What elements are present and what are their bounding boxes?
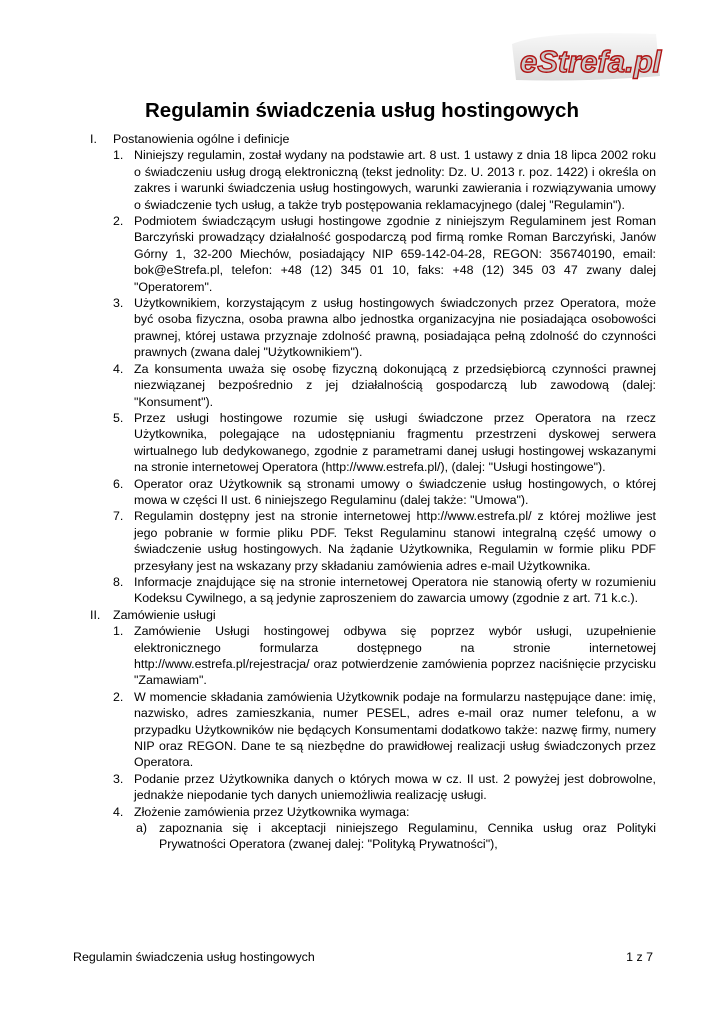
item-text: Regulamin dostępny jest na stronie internetowej http://www.estrefa.pl/ z której możliwe jest jego pobranie w formie pliku PDF. Tekst Regulaminu stanowi integralną część umowy o świadczenie usług hostingowych. Na żądanie Użytkownika, Regulamin w formie pliku PDF przesyłany jest na wskazany przy składaniu zamówienia adres e-mail Użytkownika. bbox=[134, 509, 656, 573]
section-title: Postanowienia ogólne i definicje bbox=[113, 132, 290, 146]
document-title: Regulamin świadczenia usług hostingowych bbox=[145, 99, 579, 122]
item-number: 4. bbox=[113, 804, 124, 819]
item-text: Niniejszy regulamin, został wydany na podstawie art. 8 ust. 1 ustawy z dnia 18 lipca 2002 roku o świadczeniu usług drogą elektroniczną (tekst jednolity: Dz. U. 2013 r. poz. 1422) i określa on zakres i warunki świadczenia usług hostingowych, warunki zawierania i rozwiązywania umowy o świadczenie tych usług, a także tryb postępowania reklamacyjnego (dalej "Regulamin"). bbox=[134, 148, 656, 212]
subitem-text: zapoznania się i akceptacji niniejszego Regulaminu, Cennika usług oraz Polityki Prywatności Operatora (zwanej dalej: "Polityką Prywatności"), bbox=[159, 821, 656, 852]
subitem-letter: a) bbox=[136, 821, 148, 836]
list-item bbox=[80, 147, 656, 213]
item-text: Podanie przez Użytkownika danych o których mowa w cz. II ust. 2 powyżej jest dobrowolne, jednakże niepodanie tych danych uniemożliwia realizację usługi. bbox=[134, 771, 656, 803]
logo-text: eStrefa.pl bbox=[520, 44, 662, 79]
list-item bbox=[80, 476, 656, 509]
page-number: 1 z 7 bbox=[626, 950, 653, 964]
item-text: Użytkownikiem, korzystającym z usług hostingowych świadczonych przez Operatora, może być osoba fizyczna, osoba prawna albo jednostka organizacyjna nie posiadająca osobowości prawnej, której ustawa przyznaje zdolność prawną, posiadająca pełną zdolność do czynności prawnych (zwana dalej "Użytkownikiem"). bbox=[134, 296, 656, 360]
list-item bbox=[80, 508, 656, 574]
item-text: Przez usługi hostingowe rozumie się usługi świadczone przez Operatora na rzecz Użytkownika, polegające na udostępnianiu fragmentu przestrzeni dyskowej serwera wirtualnego lub dedykowanego, zgodnie z parametrami danej usługi hostingowej wskazanymi na stronie internetowej Operatora (http://www.estrefa.pl/), (dalej: "Usługi hostingowe"). bbox=[134, 410, 656, 475]
estrefa-logo bbox=[506, 30, 666, 84]
item-number: 1. bbox=[113, 148, 124, 163]
item-text: Złożenie zamówienia przez Użytkownika wymaga: bbox=[134, 804, 410, 819]
page-footer bbox=[73, 949, 653, 965]
list-item bbox=[80, 771, 656, 804]
item-number: 4. bbox=[113, 361, 124, 376]
list-item bbox=[80, 410, 656, 476]
section-heading bbox=[80, 131, 656, 147]
document-body bbox=[80, 131, 656, 853]
list-item bbox=[80, 623, 656, 689]
item-number: 2. bbox=[113, 214, 124, 229]
item-number: 1. bbox=[113, 624, 124, 639]
item-text: Za konsumenta uważa się osobę fizyczną dokonującą z przedsiębiorcą czynności prawnej niezwiązanej bezpośrednio z jej działalnością gospodarczą lub zawodową (dalej: "Konsument"). bbox=[134, 361, 656, 409]
item-text: W momencie składania zamówienia Użytkownik podaje na formularzu następujące dane: imię, nazwisko, adres zamieszkania, numer PESEL, adres e-mail oraz numer telefonu, a w przypadku Użytkowników nie będących Konsumentami dodatkowo także: nazwę firmy, numery NIP oraz REGON. Dane te są niezbędne do prawidłowej realizacji usług świadczonych przez Operatora. bbox=[134, 689, 656, 770]
item-number: 3. bbox=[113, 296, 124, 311]
item-number: 6. bbox=[113, 476, 124, 491]
item-number: 2. bbox=[113, 689, 124, 704]
list-item bbox=[80, 689, 656, 771]
list-item bbox=[80, 361, 656, 410]
item-text: Podmiotem świadczącym usługi hostingowe zgodnie z niniejszym Regulaminem jest Roman Barczyński prowadzący działalność gospodarczą pod firmą romke Roman Barczyński, Janów Górny 1, 32-200 Miechów, posiadający NIP 659-142-04-28, REGON: 356740190, email: bok@eStrefa.pl, telefon: +48 (12) 345 01 10, faks: +48 (12) 345 03 47 zwany dalej "Operatorem". bbox=[134, 214, 656, 294]
list-item bbox=[80, 574, 656, 607]
item-text: Operator oraz Użytkownik są stronami umowy o świadczenie usług hostingowych, o której mowa w części II ust. 6 niniejszego Regulaminu (dalej także: "Umowa"). bbox=[134, 476, 656, 507]
section-title: Zamówienie usługi bbox=[113, 607, 216, 622]
list-item bbox=[80, 295, 656, 361]
section-numeral: I. bbox=[90, 132, 97, 146]
section-numeral: II. bbox=[90, 607, 101, 622]
sub-list-item bbox=[80, 820, 656, 853]
footer-title: Regulamin świadczenia usług hostingowych bbox=[73, 950, 315, 964]
item-number: 7. bbox=[113, 509, 124, 524]
item-text: Informacje znajdujące się na stronie internetowej Operatora nie stanowią oferty w rozumieniu Kodeksu Cywilnego, a są jedynie zaproszeniem do zawarcia umowy (zgodnie z art. 71 k.c.). bbox=[134, 574, 656, 606]
section-heading bbox=[80, 607, 656, 623]
item-number: 8. bbox=[113, 574, 124, 589]
list-item bbox=[80, 804, 656, 820]
list-item bbox=[80, 213, 656, 295]
item-number: 3. bbox=[113, 771, 124, 786]
item-number: 5. bbox=[113, 410, 124, 425]
item-text: Zamówienie Usługi hostingowej odbywa się poprzez wybór usługi, uzupełnienie elektronicznego formularza dostępnego na stronie internetowej http://www.estrefa.pl/rejestracja/ oraz potwierdzenie zamówienia poprzez naciśnięcie przycisku "Zamawiam". bbox=[134, 624, 656, 688]
